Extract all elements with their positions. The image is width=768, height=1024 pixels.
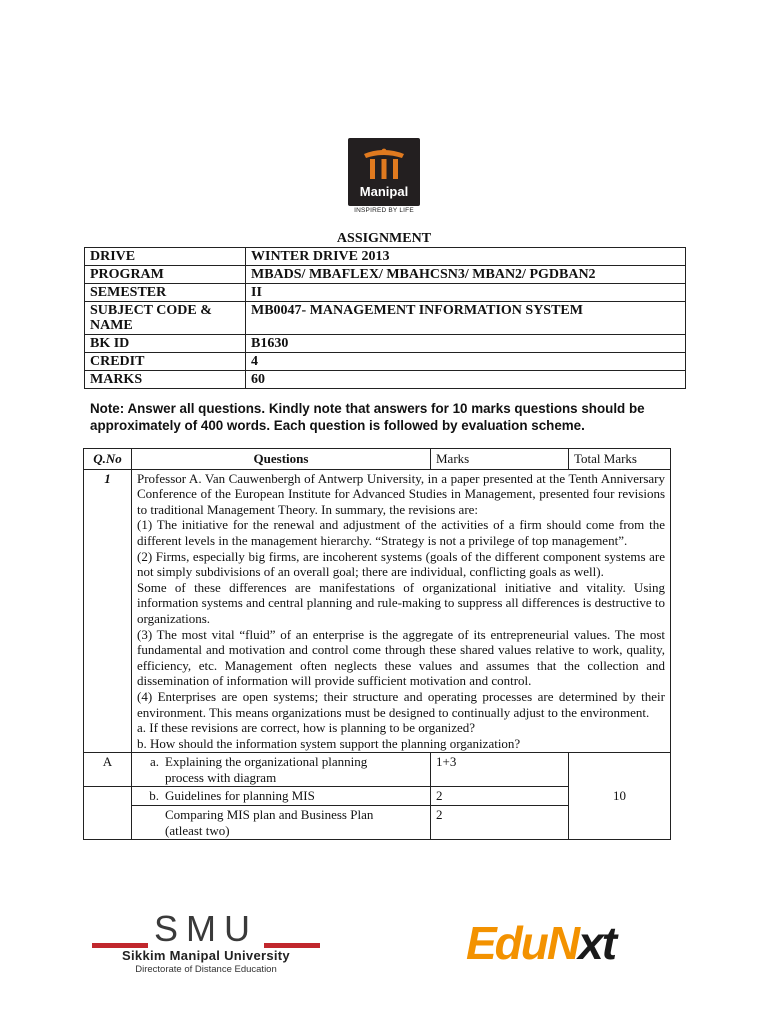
info-row-drive	[85, 248, 686, 266]
info-value: MB0047- MANAGEMENT INFORMATION SYSTEM	[246, 302, 686, 335]
question-paragraph: (1) The initiative for the renewal and adjustment of the activities of a firm should come from the different levels in the management hierarchy. “Strategy is not a privilege of top management”.	[137, 517, 665, 548]
info-row-program	[85, 266, 686, 284]
question-paragraph: (3) The most vital “fluid” of an enterprise is the aggregate of its entrepreneurial values. The most fundamental and motivation and control come through these shared values relative to work, quality, efficiency, etc. Management often neglects these values and assumes that the collection and dissemination of information will provide sufficient motivation and control.	[137, 626, 665, 689]
smu-directorate: Directorate of Distance Education	[135, 964, 277, 975]
criterion-c	[132, 806, 431, 840]
info-label: BK ID	[85, 335, 246, 353]
criterion-text: Guidelines for planning MIS	[165, 788, 315, 804]
question-paragraph: b. How should the information system support the planning organization?	[137, 735, 521, 751]
header-marks: Marks	[431, 449, 569, 470]
criterion-text: Comparing MIS plan and Business Plan (atleast two)	[165, 807, 374, 838]
criterion-marks: 2	[431, 787, 569, 806]
manipal-tagline: INSPIRED BY LIFE	[354, 207, 414, 214]
smu-title: SMU	[154, 908, 258, 949]
assignment-heading: ASSIGNMENT	[336, 231, 432, 246]
info-row-marks	[85, 371, 686, 389]
criterion-b	[132, 787, 431, 806]
info-label: CREDIT	[85, 353, 246, 371]
info-row-bk-id	[85, 335, 686, 353]
edunxt-logo	[466, 918, 615, 968]
question-paragraph: (2) Firms, especially big firms, are incoherent systems (goals of the different component systems are not simply subdivisions of an overall goal; there are individual, conflicting goals as well).	[137, 548, 665, 580]
info-label: DRIVE	[85, 248, 246, 266]
info-label: MARKS	[85, 371, 246, 389]
question-paragraph: Professor A. Van Cauwenbergh of Antwerp University, in a paper presented at the Tenth Anniversary Conference of the European Institute for Advanced Studies in Management, presented four revisions to traditional Management Theory. In summary, the revisions are:	[137, 470, 665, 517]
header-total-marks: Total Marks	[569, 449, 671, 470]
criterion-marks: 1+3	[431, 753, 569, 787]
criterion-marks: 2	[431, 806, 569, 840]
manipal-logo	[348, 138, 420, 206]
info-row-subject	[85, 302, 686, 335]
question-paragraph: a. If these revisions are correct, how is planning to be organized?	[137, 720, 475, 736]
evaluation-label-spacer	[84, 787, 132, 840]
header-qno: Q.No	[84, 449, 132, 470]
criterion-letter: a.	[149, 754, 159, 770]
info-value: 4	[246, 353, 686, 371]
edunxt-edu-part: EduN	[466, 917, 579, 969]
evaluation-row-1	[84, 753, 671, 787]
edunxt-xt-part: xt	[578, 917, 616, 969]
info-label: PROGRAM	[85, 266, 246, 284]
evaluation-label: A	[84, 753, 132, 787]
criterion-letter: b.	[149, 788, 159, 804]
question-number: 1	[84, 469, 132, 753]
manipal-wordmark: Manipal	[359, 184, 409, 199]
info-label: SEMESTER	[85, 284, 246, 302]
smu-logo	[90, 908, 322, 975]
manipal-emblem-icon	[362, 148, 406, 182]
info-value: B1630	[246, 335, 686, 353]
question-paragraph: (4) Enterprises are open systems; their structure and operating processes are determined by their environment. This means organizations must be designed to continually adjust to the environment.	[137, 688, 665, 720]
question-table	[83, 448, 671, 840]
question-text	[132, 469, 671, 753]
info-row-credit	[85, 353, 686, 371]
header-questions: Questions	[132, 449, 431, 470]
question-row-1	[84, 469, 671, 753]
evaluation-total: 10	[569, 753, 671, 840]
criterion-text: Explaining the organizational planning process with diagram	[165, 754, 368, 785]
smu-university-name: Sikkim Manipal University	[122, 948, 290, 963]
instructions-note: Note: Answer all questions. Kindly note that answers for 10 marks questions should be approximately of 400 words. Each question is followed by evaluation scheme.	[90, 401, 645, 433]
assignment-info-table	[84, 247, 686, 389]
info-row-semester	[85, 284, 686, 302]
info-value: MBADS/ MBAFLEX/ MBAHCSN3/ MBAN2/ PGDBAN2	[246, 266, 686, 284]
info-value: 60	[246, 371, 686, 389]
info-value: II	[246, 284, 686, 302]
question-table-header	[84, 449, 671, 470]
info-label: SUBJECT CODE & NAME	[85, 302, 246, 335]
info-value: WINTER DRIVE 2013	[246, 248, 686, 266]
criterion-a	[132, 753, 431, 787]
question-paragraph: Some of these differences are manifestations of organizational initiative and vitality. Using information systems and central planning and rule-making to suppress all differences is destructive to organizations.	[137, 579, 665, 626]
